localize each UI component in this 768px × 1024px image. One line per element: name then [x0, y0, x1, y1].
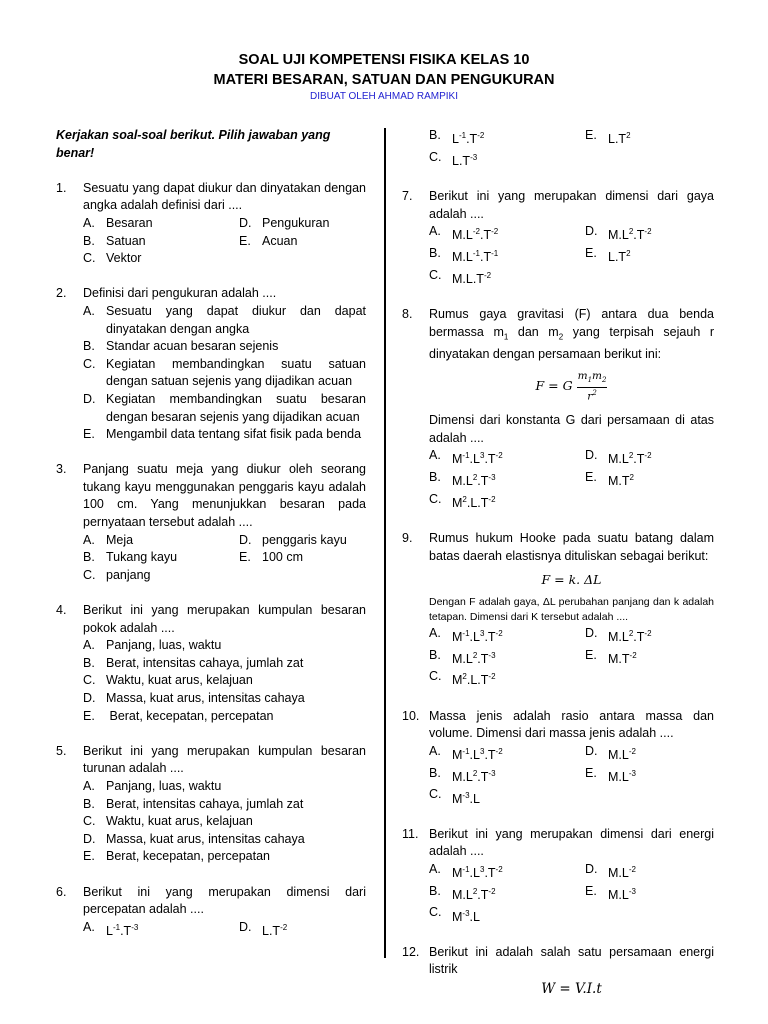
option[interactable]: C. panjang	[83, 567, 151, 582]
option[interactable]: A. $M^{-1}.L^3.T^{-2}$	[429, 625, 503, 644]
options	[429, 625, 714, 690]
question-number: 10.	[402, 708, 420, 723]
question-2	[56, 285, 366, 443]
formula-denominator: $r^2$	[587, 388, 597, 402]
document-title-line1: SOAL UJI KOMPETENSI FISIKA KELAS 10	[238, 52, 530, 68]
option[interactable]: B. Tukang kayu	[83, 550, 178, 565]
question-stem: Berikut ini yang merupakan dimensi dari energi adalah ....	[429, 826, 714, 859]
options	[83, 215, 366, 268]
question-stem-2: Dimensi dari konstanta G dari persamaan di atas adalah ....	[429, 413, 714, 445]
question-10	[402, 708, 714, 808]
option[interactable]: A. Sesuatu yang dapat diukur dan dapat dinyatakan dengan angka	[83, 303, 366, 336]
question-stem: Rumus hukum Hooke pada suatu batang dalam batas daerah elastisnya dituliskan sebagai berikut:	[429, 531, 714, 563]
option[interactable]: B. $M.L^2.T^{-3}$	[429, 647, 496, 666]
question-stem: Berikut ini adalah salah satu persamaan energi listrik	[429, 944, 714, 977]
document-title-line2: MATERI BESARAN, SATUAN DAN PENGUKURAN	[213, 72, 555, 88]
option[interactable]: C. Waktu, kuat arus, kelajuan	[83, 814, 253, 829]
option[interactable]: A. $L^{-1}.T^{-3}$	[83, 919, 139, 938]
option[interactable]: B. $L^{-1}.T^{-2}$	[429, 128, 485, 147]
gravitation-formula: F = G $\frac{m_1m_2}{r^2}$	[535, 370, 607, 402]
question-number: 2.	[56, 286, 67, 301]
question-stem: Sesuatu yang dapat diukur dan dinyatakan dengan angka adalah definisi dari ....	[83, 180, 366, 213]
column-divider	[384, 128, 386, 958]
left-column	[56, 127, 366, 958]
question-6-continued	[402, 127, 714, 171]
question-8	[402, 306, 714, 512]
formula-numerator: $m_1m_2$	[577, 371, 608, 387]
option[interactable]: E. 100 cm	[239, 550, 303, 565]
option[interactable]: A. $M^{-1}.L^3.T^{-2}$	[429, 861, 503, 881]
option[interactable]: B. Standar acuan besaran sejenis	[83, 339, 279, 354]
option[interactable]: E. Berat, kecepatan, percepatan	[83, 708, 274, 723]
option[interactable]: C. $M^2.L.T^{-2}$	[429, 669, 496, 688]
option[interactable]: C. $M^{-3}.L$	[429, 905, 480, 924]
question-stem: Berikut ini yang merupakan dimensi dari gaya adalah ....	[429, 189, 714, 221]
question-stem: Rumus gaya gravitasi (F) antara dua benda bermassa $m_1$ dan $m_2$ yang terpisah sejauh r dinyatakan dengan persamaan berikut ini:	[429, 307, 714, 361]
option[interactable]: D. $L.T^{-2}$	[239, 919, 288, 938]
option[interactable]: E. $M.T^2$	[585, 469, 634, 489]
question-7	[402, 188, 714, 288]
option[interactable]: E. Mengambil data tentang sifat fisik pada benda	[83, 427, 362, 442]
options	[429, 743, 714, 808]
question-stem: Berikut ini yang merupakan kumpulan besaran pokok adalah ....	[83, 603, 366, 635]
option[interactable]: A. Panjang, luas, waktu	[83, 778, 222, 793]
question-1	[56, 180, 366, 268]
question-11	[402, 826, 714, 926]
question-5	[56, 743, 366, 866]
option[interactable]: C. Vektor	[83, 251, 142, 266]
options	[83, 637, 366, 725]
options	[83, 303, 366, 444]
question-number: 11.	[402, 826, 419, 841]
option[interactable]: E. Acuan	[239, 233, 298, 248]
instructions: Kerjakan soal-soal berikut. Pilih jawaban yang benar!	[56, 128, 331, 160]
option[interactable]: D. Massa, kuat arus, intensitas cahaya	[83, 831, 305, 846]
question-number: 7.	[402, 189, 413, 204]
question-number: 5.	[56, 743, 67, 758]
option[interactable]: D. Pengukuran	[239, 215, 330, 230]
option[interactable]: C. Waktu, kuat arus, kelajuan	[83, 673, 253, 688]
option[interactable]: A. Besaran	[83, 215, 153, 230]
option[interactable]: B. Berat, intensitas cahaya, jumlah zat	[83, 796, 304, 811]
option[interactable]: D. $M.L^2.T^{-2}$	[585, 224, 652, 243]
question-stem: Massa jenis adalah rasio antara massa dan volume. Dimensi dari massa jenis adalah ....	[429, 708, 714, 741]
question-stem: Panjang suatu meja yang diukur oleh seorang tukang kayu menggunakan penggaris kayu adalah 100 cm. Yang menunjukkan besaran pada pernyataan tersebut adalah ....	[83, 462, 366, 530]
right-column	[402, 127, 714, 1016]
question-stem: Berikut ini yang merupakan dimensi dari percepatan adalah ....	[83, 884, 366, 917]
option[interactable]: C. $L.T^{-3}$	[429, 149, 478, 168]
question-9	[402, 530, 714, 690]
option[interactable]: E. $M.T^{-2}$	[585, 647, 637, 666]
question-number: 3.	[56, 462, 67, 477]
question-number: 8.	[402, 307, 413, 322]
option[interactable]: C. $M^{-3}.L$	[429, 787, 480, 806]
option[interactable]: B. Berat, intensitas cahaya, jumlah zat	[83, 655, 304, 670]
option[interactable]: C. $M.L.T^{-2}$	[429, 267, 492, 286]
option[interactable]: D. $M.L^2.T^{-2}$	[585, 448, 652, 467]
option[interactable]: C. Kegiatan membandingkan suatu satuan dengan satuan sejenis yang dijadikan acuan	[83, 356, 366, 389]
option[interactable]: A. Panjang, luas, waktu	[83, 638, 222, 653]
question-number: 4.	[56, 603, 67, 618]
question-number: 6.	[56, 884, 67, 899]
options	[429, 861, 714, 926]
options	[83, 778, 366, 866]
options	[429, 447, 714, 512]
option[interactable]: A. $M^{-1}.L^3.T^{-2}$	[429, 743, 503, 762]
options	[429, 127, 714, 171]
option[interactable]: B. $M.L^2.T^{-3}$	[429, 469, 496, 489]
option[interactable]: A. $M.L^{-2}.T^{-2}$	[429, 224, 499, 243]
option[interactable]: E. $L.T^2$	[585, 128, 631, 147]
question-number: 1.	[56, 180, 67, 195]
question-4	[56, 602, 366, 725]
option[interactable]: E. $M.L^{-3}$	[585, 765, 636, 784]
options	[429, 223, 714, 288]
question-stem: Definisi dari pengukuran adalah ....	[83, 286, 277, 301]
option[interactable]: B. $M.L^2.T^{-3}$	[429, 765, 496, 784]
option[interactable]: A. $M^{-1}.L^3.T^{-2}$	[429, 448, 503, 467]
option[interactable]: E. $L.T^2$	[585, 246, 631, 265]
option[interactable]: D. Kegiatan membandingkan suatu besaran dengan besaran sejenis yang dijadikan acuan	[83, 391, 366, 424]
option[interactable]: C. $M^2.L.T^{-2}$	[429, 491, 496, 510]
option[interactable]: B. $M.L^2.T^{-2}$	[429, 883, 496, 902]
option[interactable]: D. $M.L^2.T^{-2}$	[585, 625, 652, 644]
option[interactable]: D. $M.L^{-2}$	[585, 743, 636, 762]
option[interactable]: D. penggaris kayu	[239, 532, 347, 547]
option[interactable]: D. $M.L^{-2}$	[585, 861, 636, 881]
question-number: 9.	[402, 531, 413, 546]
question-note: Dengan F adalah gaya, ΔL perubahan panjang dan k adalah tetapan. Dimensi dari K tersebut adalah ....	[429, 595, 714, 623]
energy-formula: W = V.I.t	[541, 980, 602, 997]
author-credit: DIBUAT OLEH AHMAD RAMPIKI	[310, 91, 458, 102]
options	[83, 532, 366, 585]
option[interactable]: A. Meja	[83, 532, 134, 547]
option[interactable]: E. Berat, kecepatan, percepatan	[83, 849, 271, 864]
option[interactable]: E. $M.L^{-3}$	[585, 883, 636, 902]
hooke-formula: F = k. ΔL	[541, 572, 602, 588]
question-3	[56, 461, 366, 584]
question-number: 12.	[402, 944, 420, 959]
option[interactable]: B. Satuan	[83, 233, 146, 248]
question-12	[402, 944, 714, 999]
option[interactable]: B. $M.L^{-1}.T^{-1}$	[429, 246, 499, 265]
question-stem: Berikut ini yang merupakan kumpulan besaran turunan adalah ....	[83, 743, 366, 776]
options	[83, 919, 366, 941]
question-6	[56, 884, 366, 941]
option[interactable]: D. Massa, kuat arus, intensitas cahaya	[83, 691, 305, 705]
